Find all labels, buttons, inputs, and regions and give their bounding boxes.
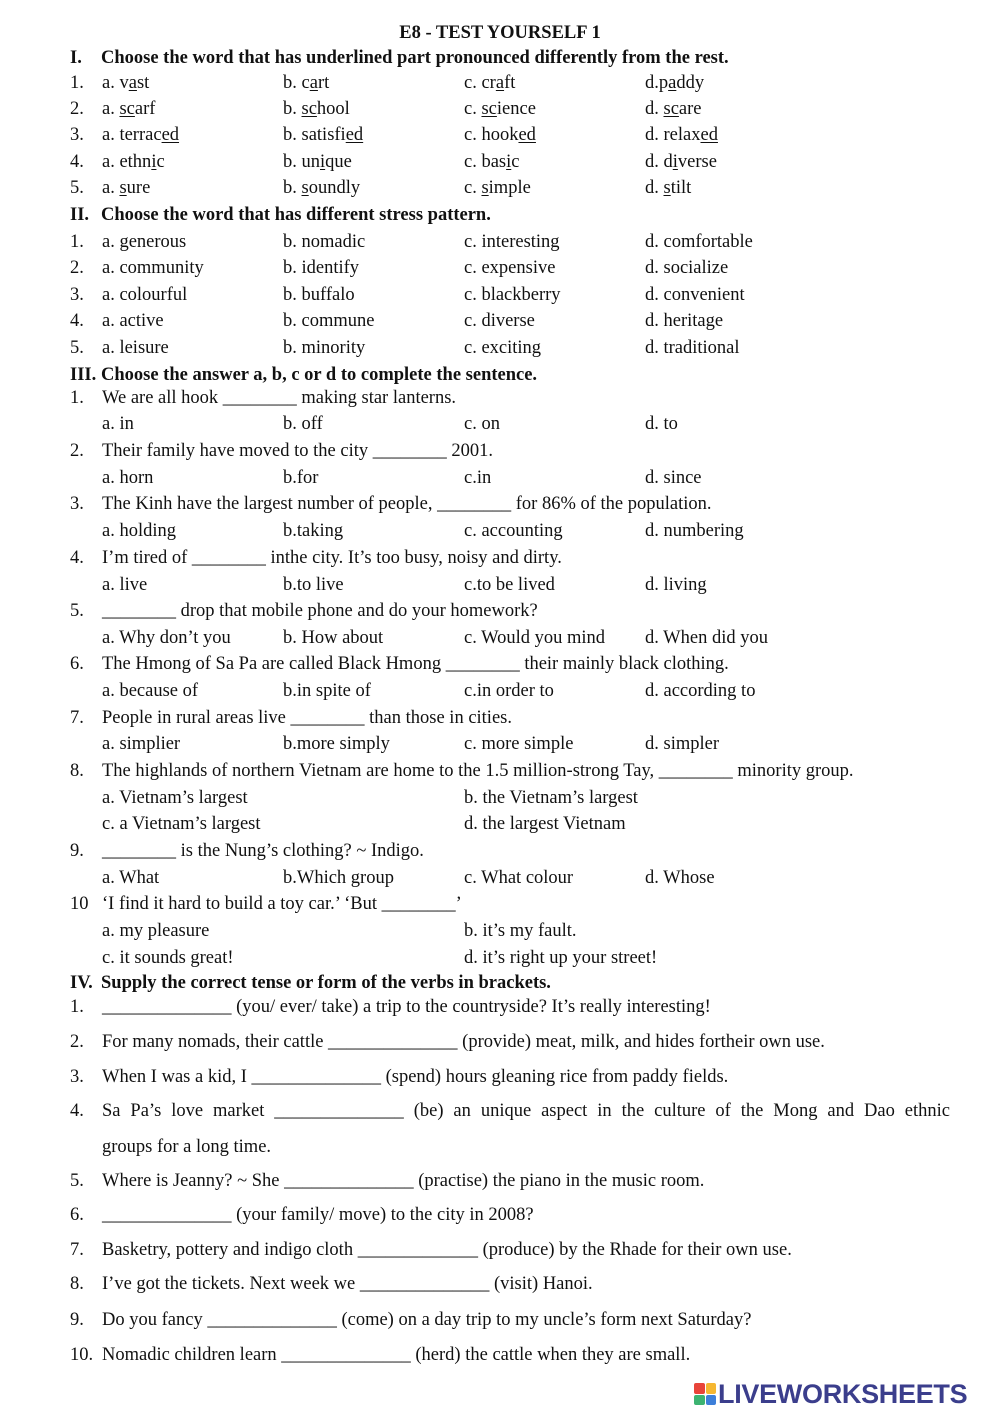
option-d[interactable]: d. since: [645, 468, 702, 488]
logo-icon: [694, 1383, 716, 1405]
question-text: We are all hook ________ making star lanterns.: [102, 388, 457, 408]
question-row: [0, 840, 1000, 862]
option-d[interactable]: d. convenient: [645, 285, 745, 305]
underlined-part: ed: [161, 125, 180, 145]
option-b[interactable]: b. it’s my fault.: [464, 921, 577, 941]
question-row: [0, 547, 1000, 569]
question-text[interactable]: I’ve got the tickets. Next week we ______________ (visit) Hanoi.: [102, 1274, 593, 1294]
question-number: 9.: [70, 841, 84, 861]
question-row: [0, 124, 1000, 146]
question-text[interactable]: Do you fancy ______________ (come) on a day trip to my uncle’s form next Saturday?: [102, 1310, 752, 1330]
option-a[interactable]: a. active: [102, 311, 164, 331]
option-c[interactable]: c. expensive: [464, 258, 556, 278]
option-a[interactable]: a. simplier: [102, 734, 181, 754]
option-d[interactable]: d. according to: [645, 681, 756, 701]
option-c[interactable]: c. on: [464, 414, 500, 434]
underlined-part: i: [151, 152, 157, 172]
option-d[interactable]: [645, 72, 704, 94]
option-d[interactable]: [645, 98, 702, 120]
underlined-part: i: [506, 152, 512, 172]
option-c[interactable]: c. Would you mind: [464, 628, 606, 648]
underlined-part: a: [128, 73, 137, 93]
underlined-part: s: [119, 178, 127, 198]
question-number: 2.: [70, 258, 84, 278]
option-c[interactable]: [464, 72, 515, 94]
question-number: 1.: [70, 997, 84, 1017]
option-d[interactable]: [645, 124, 718, 146]
option-text: d.p: [645, 73, 669, 93]
option-b[interactable]: [283, 98, 350, 120]
question-number: 5.: [70, 601, 84, 621]
question-row: [0, 1170, 1000, 1192]
question-row-continued: [0, 1136, 1000, 1158]
option-text: c.: [464, 99, 482, 119]
option-text: d. relax: [645, 125, 701, 145]
option-text: arf: [134, 99, 156, 119]
option-b[interactable]: b. off: [283, 414, 323, 434]
option-b[interactable]: b.for: [283, 468, 319, 488]
question-number: 4.: [70, 152, 84, 172]
question-text[interactable]: When I was a kid, I ______________ (spend) hours gleaning rice from paddy fields.: [102, 1067, 729, 1087]
option-a[interactable]: a. colourful: [102, 285, 188, 305]
option-text: oundly: [308, 178, 361, 198]
option-text: c. cr: [464, 73, 496, 93]
question-text: I’m tired of ________ inthe city. It’s too busy, noisy and dirty.: [102, 548, 562, 568]
option-text: c. bas: [464, 152, 507, 172]
question-number: 7.: [70, 1240, 84, 1260]
option-d[interactable]: d. simpler: [645, 734, 719, 754]
option-b[interactable]: b.taking: [283, 521, 344, 541]
question-text: ‘I find it hard to build a toy car.’ ‘But ________’: [102, 894, 462, 914]
option-c[interactable]: c.to be lived: [464, 575, 555, 595]
question-row: [0, 231, 1000, 253]
question-text: ________ drop that mobile phone and do your homework?: [102, 601, 538, 621]
underlined-part: a: [668, 73, 677, 93]
option-d[interactable]: d. to: [645, 414, 678, 434]
option-a[interactable]: a. What: [102, 868, 160, 888]
question-row: [0, 257, 1000, 279]
option-b[interactable]: b. the Vietnam’s largest: [464, 788, 638, 808]
section-4-heading: [70, 972, 551, 994]
question-row: [0, 653, 1000, 675]
option-a[interactable]: a. because of: [102, 681, 199, 701]
page-title: E8 - TEST YOURSELF 1: [399, 23, 601, 43]
option-text: d.: [645, 99, 664, 119]
question-number: 8.: [70, 761, 84, 781]
option-b[interactable]: b. nomadic: [283, 232, 366, 252]
option-text: b. c: [283, 73, 310, 93]
option-d[interactable]: d. living: [645, 575, 707, 595]
underlined-part: s: [663, 178, 671, 198]
option-d[interactable]: [645, 177, 691, 199]
question-number: 3.: [70, 1067, 84, 1087]
option-a[interactable]: [102, 124, 179, 146]
question-number: 6.: [70, 1205, 84, 1225]
option-b[interactable]: b.Which group: [283, 868, 394, 888]
answer-row: [0, 574, 1000, 596]
question-number: 1.: [70, 388, 84, 408]
underlined-part: i: [320, 152, 326, 172]
question-number: 9.: [70, 1310, 84, 1330]
question-number: 1.: [70, 73, 84, 93]
option-b[interactable]: b. identify: [283, 258, 360, 278]
question-number: 4.: [70, 1101, 84, 1121]
question-number: 2.: [70, 1032, 84, 1052]
question-row: [0, 98, 1000, 120]
logo-square: [694, 1395, 705, 1406]
option-a[interactable]: a. Why don’t you: [102, 628, 231, 648]
option-b[interactable]: b.more simply: [283, 734, 390, 754]
option-text: ience: [496, 99, 536, 119]
question-text: groups for a long time.: [102, 1137, 272, 1157]
underlined-part: s: [481, 178, 489, 198]
option-c[interactable]: c.in: [464, 468, 492, 488]
option-c[interactable]: [464, 98, 536, 120]
option-d[interactable]: d. socialize: [645, 258, 729, 278]
question-row: [0, 387, 1000, 409]
option-text: d.: [645, 178, 664, 198]
underlined-part: sc: [119, 99, 135, 119]
section-3-number: III.: [70, 365, 97, 385]
question-row: [0, 151, 1000, 173]
liveworksheets-logo: [694, 1378, 967, 1410]
option-c[interactable]: [464, 177, 531, 199]
question-text: People in rural areas live ________ than those in cities.: [102, 708, 512, 728]
question-row: [0, 707, 1000, 729]
option-d[interactable]: d. comfortable: [645, 232, 753, 252]
question-row: [0, 337, 1000, 359]
logo-square: [706, 1383, 717, 1394]
option-c[interactable]: c.in order to: [464, 681, 554, 701]
option-c[interactable]: c. interesting: [464, 232, 560, 252]
option-c[interactable]: c. it sounds great!: [102, 948, 234, 968]
option-a[interactable]: a. generous: [102, 232, 187, 252]
option-c[interactable]: c. a Vietnam’s largest: [102, 814, 261, 834]
question-number: 5.: [70, 1171, 84, 1191]
answer-row: [0, 467, 1000, 489]
option-a[interactable]: [102, 72, 149, 94]
option-c[interactable]: [464, 124, 536, 146]
answer-row: [0, 920, 1000, 942]
question-number: 2.: [70, 99, 84, 119]
answer-row: [0, 867, 1000, 889]
option-text: a. ethn: [102, 152, 152, 172]
option-c[interactable]: c. diverse: [464, 311, 535, 331]
option-text: b. un: [283, 152, 320, 172]
option-text: que: [325, 152, 352, 172]
option-b[interactable]: [283, 151, 352, 173]
logo-text: LIVEWORKSHEETS: [718, 1378, 968, 1409]
option-a[interactable]: a. in: [102, 414, 134, 434]
option-b[interactable]: [283, 177, 360, 199]
option-text: rt: [317, 73, 330, 93]
option-b[interactable]: [283, 124, 363, 146]
underlined-part: i: [672, 152, 678, 172]
option-text: verse: [677, 152, 717, 172]
question-number: 3.: [70, 285, 84, 305]
option-text: ddy: [676, 73, 705, 93]
option-text: a. terrac: [102, 125, 162, 145]
section-2-title: Choose the word that has different stress pattern.: [101, 205, 491, 225]
option-a[interactable]: [102, 98, 155, 120]
underlined-part: sc: [301, 99, 317, 119]
question-number: 10: [70, 894, 89, 914]
question-row: [0, 996, 1000, 1018]
section-2-number: II.: [70, 205, 90, 225]
question-text[interactable]: Basketry, pottery and indigo cloth _____________ (produce) by the Rhade for their own use.: [102, 1240, 792, 1260]
question-number: 3.: [70, 494, 84, 514]
question-row: [0, 310, 1000, 332]
question-row: [0, 440, 1000, 462]
question-text: The highlands of northern Vietnam are home to the 1.5 million-strong Tay, ________ minority group.: [102, 761, 854, 781]
question-row: [0, 1100, 1000, 1122]
underlined-part: ed: [518, 125, 536, 145]
question-number: 5.: [70, 338, 84, 358]
question-row: [0, 493, 1000, 515]
section-1-heading: [70, 47, 729, 69]
option-d[interactable]: d. the largest Vietnam: [464, 814, 626, 834]
option-b[interactable]: b. How about: [283, 628, 384, 648]
underlined-part: s: [301, 178, 309, 198]
option-b[interactable]: b. minority: [283, 338, 366, 358]
underlined-part: ed: [345, 125, 364, 145]
question-number: 7.: [70, 708, 84, 728]
option-text: hool: [316, 99, 350, 119]
underlined-part: sc: [481, 99, 497, 119]
logo-square: [706, 1395, 717, 1406]
option-a[interactable]: [102, 177, 150, 199]
answer-row: [0, 413, 1000, 435]
option-text: c: [511, 152, 520, 172]
option-b[interactable]: b.in spite of: [283, 681, 371, 701]
underlined-part: a: [309, 73, 318, 93]
option-text: imple: [488, 178, 531, 198]
section-2-heading: [70, 204, 491, 226]
answer-row: [0, 733, 1000, 755]
option-text: d. d: [645, 152, 673, 172]
option-c[interactable]: c. more simple: [464, 734, 574, 754]
option-text: c. hook: [464, 125, 519, 145]
option-b[interactable]: b.to live: [283, 575, 344, 595]
question-row: [0, 177, 1000, 199]
section-1-number: I.: [70, 48, 82, 68]
question-row: [0, 1344, 1000, 1366]
question-row: [0, 1239, 1000, 1261]
question-row: [0, 1204, 1000, 1226]
question-row: [0, 760, 1000, 782]
question-text: Their family have moved to the city ________ 2001.: [102, 441, 493, 461]
option-text: tilt: [670, 178, 692, 198]
question-row: [0, 893, 1000, 915]
option-c[interactable]: c. What colour: [464, 868, 574, 888]
question-number: 6.: [70, 654, 84, 674]
option-d[interactable]: d. it’s right up your street!: [464, 948, 658, 968]
option-text: b.: [283, 99, 302, 119]
underlined-part: a: [495, 73, 505, 93]
option-text: a.: [102, 99, 120, 119]
option-b[interactable]: b. buffalo: [283, 285, 355, 305]
question-number: 1.: [70, 232, 84, 252]
option-a[interactable]: a. holding: [102, 521, 176, 541]
option-a[interactable]: a. my pleasure: [102, 921, 210, 941]
logo-square: [694, 1383, 705, 1394]
question-text[interactable]: ______________ (you/ ever/ take) a trip to the countryside? It’s really interesting!: [102, 997, 711, 1017]
option-b[interactable]: [283, 72, 329, 94]
answer-row: [0, 680, 1000, 702]
option-a[interactable]: a. community: [102, 258, 204, 278]
question-text: ________ is the Nung’s clothing? ~ Indigo.: [102, 841, 424, 861]
question-number: 5.: [70, 178, 84, 198]
question-row: [0, 1066, 1000, 1088]
option-text: st: [136, 73, 150, 93]
section-4-title: Supply the correct tense or form of the verbs in brackets.: [101, 973, 551, 993]
option-d[interactable]: d. traditional: [645, 338, 740, 358]
answer-row: [0, 947, 1000, 969]
option-c[interactable]: c. accounting: [464, 521, 563, 541]
option-text: c.: [464, 178, 482, 198]
answer-row: [0, 787, 1000, 809]
option-text: a. v: [102, 73, 129, 93]
option-text: ure: [126, 178, 151, 198]
option-text: are: [678, 99, 702, 119]
option-a[interactable]: a. live: [102, 575, 148, 595]
question-row: [0, 1273, 1000, 1295]
option-d[interactable]: d. heritage: [645, 311, 724, 331]
question-number: 3.: [70, 125, 84, 145]
question-text[interactable]: Where is Jeanny? ~ She ______________ (practise) the piano in the music room.: [102, 1171, 705, 1191]
option-text: c: [156, 152, 165, 172]
option-c[interactable]: c. blackberry: [464, 285, 561, 305]
question-number: 4.: [70, 548, 84, 568]
option-a[interactable]: a. Vietnam’s largest: [102, 788, 248, 808]
question-number: 2.: [70, 441, 84, 461]
answer-row: [0, 520, 1000, 542]
question-row: [0, 600, 1000, 622]
question-row: [0, 72, 1000, 94]
answer-row: [0, 627, 1000, 649]
option-c[interactable]: c. exciting: [464, 338, 542, 358]
option-b[interactable]: b. commune: [283, 311, 375, 331]
option-a[interactable]: a. leisure: [102, 338, 169, 358]
option-text: a.: [102, 178, 120, 198]
question-number: 10.: [70, 1345, 94, 1365]
option-d[interactable]: d. When did you: [645, 628, 768, 648]
section-3-title: Choose the answer a, b, c or d to complete the sentence.: [101, 365, 538, 385]
underlined-part: sc: [663, 99, 679, 119]
question-row: [0, 284, 1000, 306]
question-row: [0, 1031, 1000, 1053]
section-4-number: IV.: [70, 973, 93, 993]
option-a[interactable]: [102, 151, 165, 173]
underlined-part: ed: [700, 125, 718, 145]
question-text[interactable]: For many nomads, their cattle ______________ (provide) meat, milk, and hides fortheir own use.: [102, 1032, 825, 1052]
option-d[interactable]: d. Whose: [645, 868, 715, 888]
option-c[interactable]: [464, 151, 519, 173]
option-text: ft: [504, 73, 516, 93]
section-1-title: Choose the word that has underlined part pronounced differently from the rest.: [101, 48, 729, 68]
section-3-heading: [70, 364, 537, 386]
question-row: [0, 1309, 1000, 1331]
question-number: 8.: [70, 1274, 84, 1294]
option-a[interactable]: a. horn: [102, 468, 154, 488]
question-text[interactable]: ______________ (your family/ move) to the city in 2008?: [102, 1205, 534, 1225]
question-number: 4.: [70, 311, 84, 331]
question-text[interactable]: Nomadic children learn ______________ (herd) the cattle when they are small.: [102, 1345, 691, 1365]
question-text: The Kinh have the largest number of people, ________ for 86% of the population.: [102, 494, 712, 514]
question-text: The Hmong of Sa Pa are called Black Hmong ________ their mainly black clothing.: [102, 654, 729, 674]
option-text: b.: [283, 178, 302, 198]
option-d[interactable]: [645, 151, 717, 173]
option-d[interactable]: d. numbering: [645, 521, 744, 541]
option-text: b. satisfi: [283, 125, 346, 145]
answer-row: [0, 813, 1000, 835]
question-text[interactable]: Sa Pa’s love market ______________ (be) an unique aspect in the culture of the Mong and Dao ethnic: [102, 1101, 950, 1121]
